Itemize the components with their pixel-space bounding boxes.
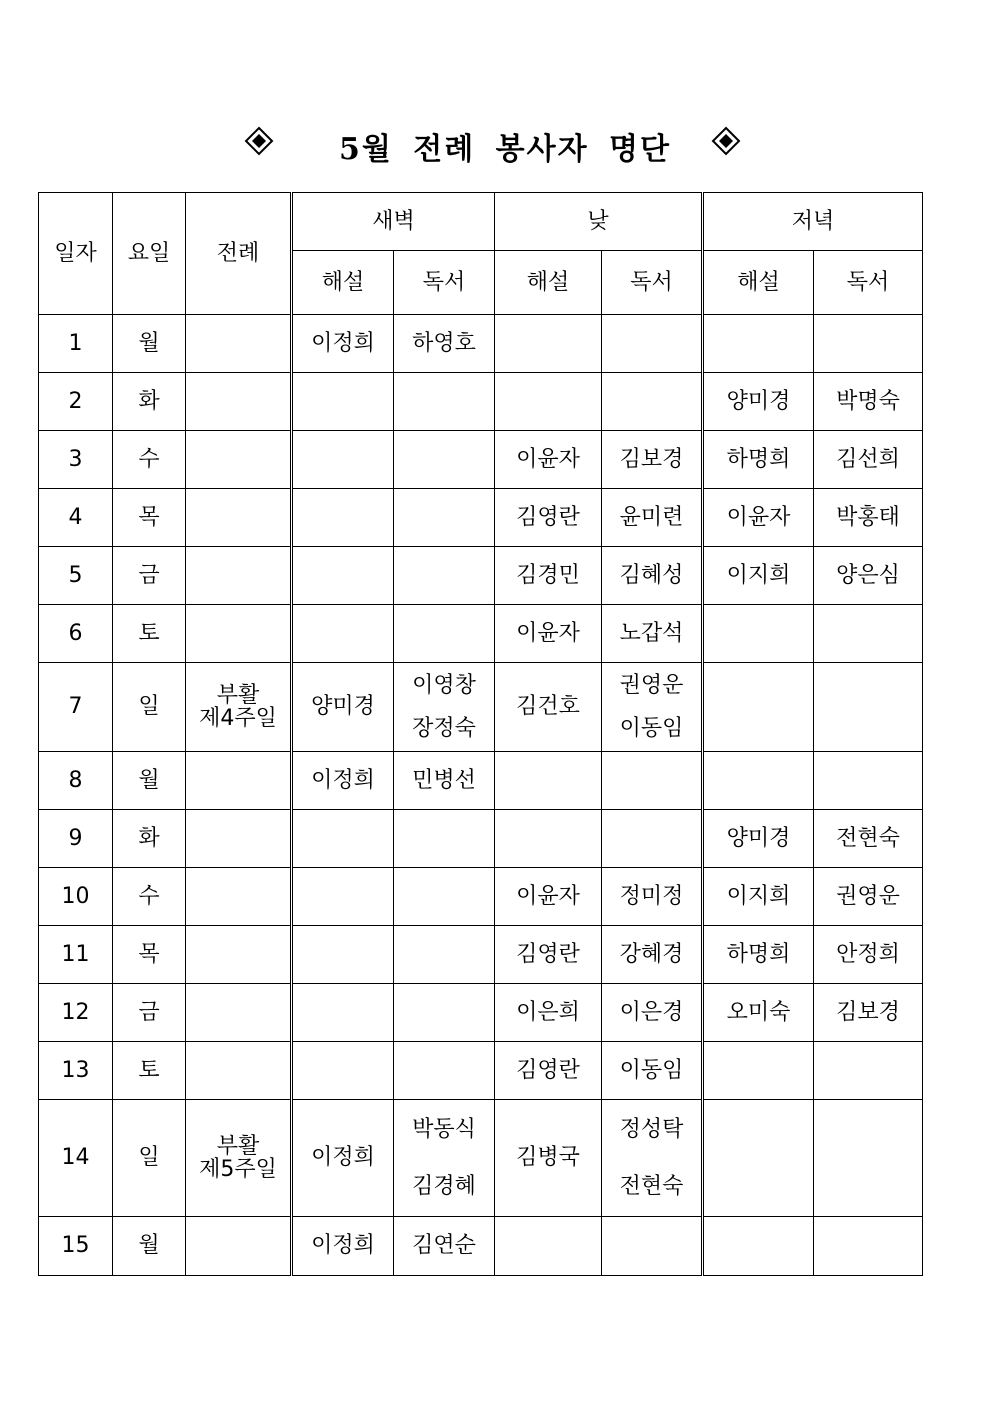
- cell-evening-reading: 안정희: [814, 926, 923, 984]
- table-row: [39, 868, 923, 926]
- cell-noon-commentary: 김영란: [495, 489, 602, 547]
- reader-name: 장정숙: [412, 715, 476, 741]
- cell-day: 12: [39, 984, 113, 1042]
- cell-noon-commentary: [495, 1217, 602, 1276]
- cell-noon-reading: [602, 1217, 703, 1276]
- cell-noon-reading: [602, 315, 703, 373]
- cell-dawn-reading: 하영호: [394, 315, 495, 373]
- header-evening-reading: 독서: [814, 251, 923, 315]
- reader-name: 정성탁: [619, 1117, 684, 1143]
- cell-weekday: 월: [113, 315, 186, 373]
- cell-noon-reading: 이동임: [602, 1042, 703, 1100]
- cell-evening-reading: 양은심: [814, 547, 923, 605]
- cell-dawn-commentary: 이정희: [292, 1217, 394, 1276]
- cell-liturgy: [186, 315, 292, 373]
- cell-day: 6: [39, 605, 113, 663]
- cell-evening-commentary: [703, 1217, 814, 1276]
- cell-noon-reading: 정미정: [602, 868, 703, 926]
- cell-weekday: 토: [113, 605, 186, 663]
- header-noon: 낮: [495, 193, 703, 251]
- reader-name: 권영운: [619, 673, 684, 699]
- cell-dawn-reading: 김연순: [394, 1217, 495, 1276]
- cell-evening-reading: 권영운: [814, 868, 923, 926]
- cell-day: 7: [39, 663, 113, 752]
- cell-noon-reading: 김보경: [602, 431, 703, 489]
- cell-noon-reading: 이은경: [602, 984, 703, 1042]
- cell-day: 10: [39, 868, 113, 926]
- cell-evening-commentary: 이지희: [703, 868, 814, 926]
- table-row: [39, 810, 923, 868]
- table-row: [39, 431, 923, 489]
- page-title: 5월 전례 봉사자 명단: [338, 132, 672, 167]
- diamond-icon: [711, 126, 741, 156]
- cell-liturgy: [186, 752, 292, 810]
- cell-liturgy: 부활 제5주일: [186, 1100, 292, 1217]
- cell-evening-reading: [814, 315, 923, 373]
- cell-dawn-reading: 민병선: [394, 752, 495, 810]
- cell-noon-commentary: 김영란: [495, 1042, 602, 1100]
- cell-noon-reading: 김혜성: [602, 547, 703, 605]
- cell-evening-commentary: [703, 1100, 814, 1217]
- cell-day: 14: [39, 1100, 113, 1217]
- roster-body: [39, 315, 923, 1276]
- cell-day: 2: [39, 373, 113, 431]
- reader-name: 전현숙: [619, 1173, 684, 1199]
- cell-noon-reading: [602, 373, 703, 431]
- cell-evening-reading: [814, 1100, 923, 1217]
- cell-dawn-commentary: [292, 868, 394, 926]
- table-row: [39, 489, 923, 547]
- header-dawn-commentary: 해설: [292, 251, 394, 315]
- table-row: [39, 315, 923, 373]
- table-row: [39, 926, 923, 984]
- cell-weekday: 금: [113, 547, 186, 605]
- cell-noon-commentary: 이윤자: [495, 605, 602, 663]
- table-row: [39, 547, 923, 605]
- table-row: [39, 1042, 923, 1100]
- name-pair: [394, 665, 494, 750]
- cell-evening-reading: 전현숙: [814, 810, 923, 868]
- cell-day: 8: [39, 752, 113, 810]
- header-weekday: 요일: [113, 193, 186, 315]
- cell-day: 1: [39, 315, 113, 373]
- cell-weekday: 목: [113, 489, 186, 547]
- table-row: [39, 663, 923, 752]
- cell-dawn-commentary: 양미경: [292, 663, 394, 752]
- cell-evening-commentary: [703, 1042, 814, 1100]
- cell-noon-commentary: 이윤자: [495, 431, 602, 489]
- cell-dawn-reading: [394, 868, 495, 926]
- cell-weekday: 월: [113, 1217, 186, 1276]
- header-noon-reading: 독서: [602, 251, 703, 315]
- cell-evening-reading: [814, 605, 923, 663]
- cell-dawn-commentary: [292, 984, 394, 1042]
- cell-evening-commentary: [703, 605, 814, 663]
- cell-dawn-commentary: [292, 605, 394, 663]
- cell-day: 13: [39, 1042, 113, 1100]
- cell-noon-reading: 강혜경: [602, 926, 703, 984]
- header-evening: 저녁: [703, 193, 923, 251]
- cell-evening-reading: 박명숙: [814, 373, 923, 431]
- cell-evening-commentary: [703, 315, 814, 373]
- diamond-icon: [244, 126, 274, 156]
- roster-table: [38, 192, 923, 1276]
- name-pair: [602, 665, 701, 750]
- cell-dawn-commentary: [292, 489, 394, 547]
- reader-name: 박동식: [412, 1117, 476, 1143]
- cell-dawn-commentary: [292, 431, 394, 489]
- cell-liturgy: [186, 489, 292, 547]
- cell-dawn-reading: [394, 489, 495, 547]
- cell-dawn-commentary: [292, 926, 394, 984]
- cell-liturgy: [186, 547, 292, 605]
- cell-evening-commentary: 하명희: [703, 926, 814, 984]
- header-dawn-reading: 독서: [394, 251, 495, 315]
- cell-evening-reading: 김선희: [814, 431, 923, 489]
- cell-day: 4: [39, 489, 113, 547]
- cell-noon-commentary: [495, 373, 602, 431]
- cell-noon-reading: 노갑석: [602, 605, 703, 663]
- cell-noon-commentary: 이은희: [495, 984, 602, 1042]
- cell-evening-commentary: 하명희: [703, 431, 814, 489]
- cell-evening-commentary: 오미숙: [703, 984, 814, 1042]
- header-dawn: 새벽: [292, 193, 495, 251]
- cell-noon-commentary: 김영란: [495, 926, 602, 984]
- cell-noon-commentary: 김건호: [495, 663, 602, 752]
- cell-day: 3: [39, 431, 113, 489]
- cell-weekday: 수: [113, 868, 186, 926]
- cell-liturgy: [186, 984, 292, 1042]
- table-row: [39, 1100, 923, 1217]
- cell-liturgy: [186, 605, 292, 663]
- cell-noon-reading: 윤미련: [602, 489, 703, 547]
- cell-liturgy: 부활 제4주일: [186, 663, 292, 752]
- cell-dawn-commentary: [292, 547, 394, 605]
- cell-dawn-commentary: [292, 1042, 394, 1100]
- cell-noon-commentary: 김경민: [495, 547, 602, 605]
- cell-weekday: 화: [113, 373, 186, 431]
- cell-weekday: 수: [113, 431, 186, 489]
- cell-evening-reading: [814, 752, 923, 810]
- cell-dawn-reading: [394, 605, 495, 663]
- cell-liturgy: [186, 926, 292, 984]
- cell-dawn-reading: [394, 1042, 495, 1100]
- title-row: [0, 118, 992, 172]
- cell-dawn-commentary: 이정희: [292, 1100, 394, 1217]
- cell-day: 15: [39, 1217, 113, 1276]
- cell-evening-commentary: 양미경: [703, 373, 814, 431]
- cell-dawn-commentary: [292, 810, 394, 868]
- cell-weekday: 토: [113, 1042, 186, 1100]
- cell-liturgy: [186, 373, 292, 431]
- cell-dawn-reading: [394, 984, 495, 1042]
- header-evening-commentary: 해설: [703, 251, 814, 315]
- cell-evening-reading: 김보경: [814, 984, 923, 1042]
- reader-name: 김경혜: [412, 1173, 476, 1199]
- cell-dawn-reading: [394, 926, 495, 984]
- name-pair: [394, 1102, 494, 1215]
- cell-noon-commentary: [495, 752, 602, 810]
- cell-evening-commentary: [703, 752, 814, 810]
- cell-liturgy: [186, 431, 292, 489]
- table-row: [39, 605, 923, 663]
- cell-evening-reading: [814, 1217, 923, 1276]
- cell-dawn-reading: [394, 810, 495, 868]
- header-noon-commentary: 해설: [495, 251, 602, 315]
- cell-evening-commentary: 이윤자: [703, 489, 814, 547]
- cell-evening-reading: 박홍태: [814, 489, 923, 547]
- cell-dawn-reading: [394, 373, 495, 431]
- cell-evening-reading: [814, 1042, 923, 1100]
- table-row: [39, 1217, 923, 1276]
- reader-name: 이영창: [412, 673, 476, 699]
- cell-liturgy: [186, 1217, 292, 1276]
- cell-dawn-reading: [394, 663, 495, 752]
- cell-noon-commentary: 이윤자: [495, 868, 602, 926]
- reader-name: 이동임: [619, 715, 684, 741]
- cell-weekday: 일: [113, 663, 186, 752]
- cell-dawn-reading: [394, 547, 495, 605]
- cell-noon-commentary: 김병국: [495, 1100, 602, 1217]
- cell-noon-reading: [602, 810, 703, 868]
- cell-liturgy: [186, 810, 292, 868]
- table-row: [39, 984, 923, 1042]
- cell-evening-commentary: [703, 663, 814, 752]
- cell-noon-reading: [602, 1100, 703, 1217]
- cell-weekday: 금: [113, 984, 186, 1042]
- table-row: [39, 752, 923, 810]
- header-day: 일자: [39, 193, 113, 315]
- cell-day: 11: [39, 926, 113, 984]
- cell-weekday: 일: [113, 1100, 186, 1217]
- cell-weekday: 목: [113, 926, 186, 984]
- cell-day: 9: [39, 810, 113, 868]
- cell-evening-commentary: 이지희: [703, 547, 814, 605]
- cell-liturgy: [186, 1042, 292, 1100]
- cell-liturgy: [186, 868, 292, 926]
- name-pair: [602, 1102, 701, 1215]
- cell-dawn-reading: [394, 1100, 495, 1217]
- header-liturgy: 전례: [186, 193, 292, 315]
- cell-dawn-reading: [394, 431, 495, 489]
- cell-dawn-commentary: 이정희: [292, 752, 394, 810]
- cell-dawn-commentary: [292, 373, 394, 431]
- cell-noon-commentary: [495, 810, 602, 868]
- cell-weekday: 월: [113, 752, 186, 810]
- table-row: [39, 373, 923, 431]
- cell-dawn-commentary: 이정희: [292, 315, 394, 373]
- cell-noon-reading: [602, 663, 703, 752]
- cell-day: 5: [39, 547, 113, 605]
- cell-evening-reading: [814, 663, 923, 752]
- cell-noon-reading: [602, 752, 703, 810]
- cell-evening-commentary: 양미경: [703, 810, 814, 868]
- cell-noon-commentary: [495, 315, 602, 373]
- cell-weekday: 화: [113, 810, 186, 868]
